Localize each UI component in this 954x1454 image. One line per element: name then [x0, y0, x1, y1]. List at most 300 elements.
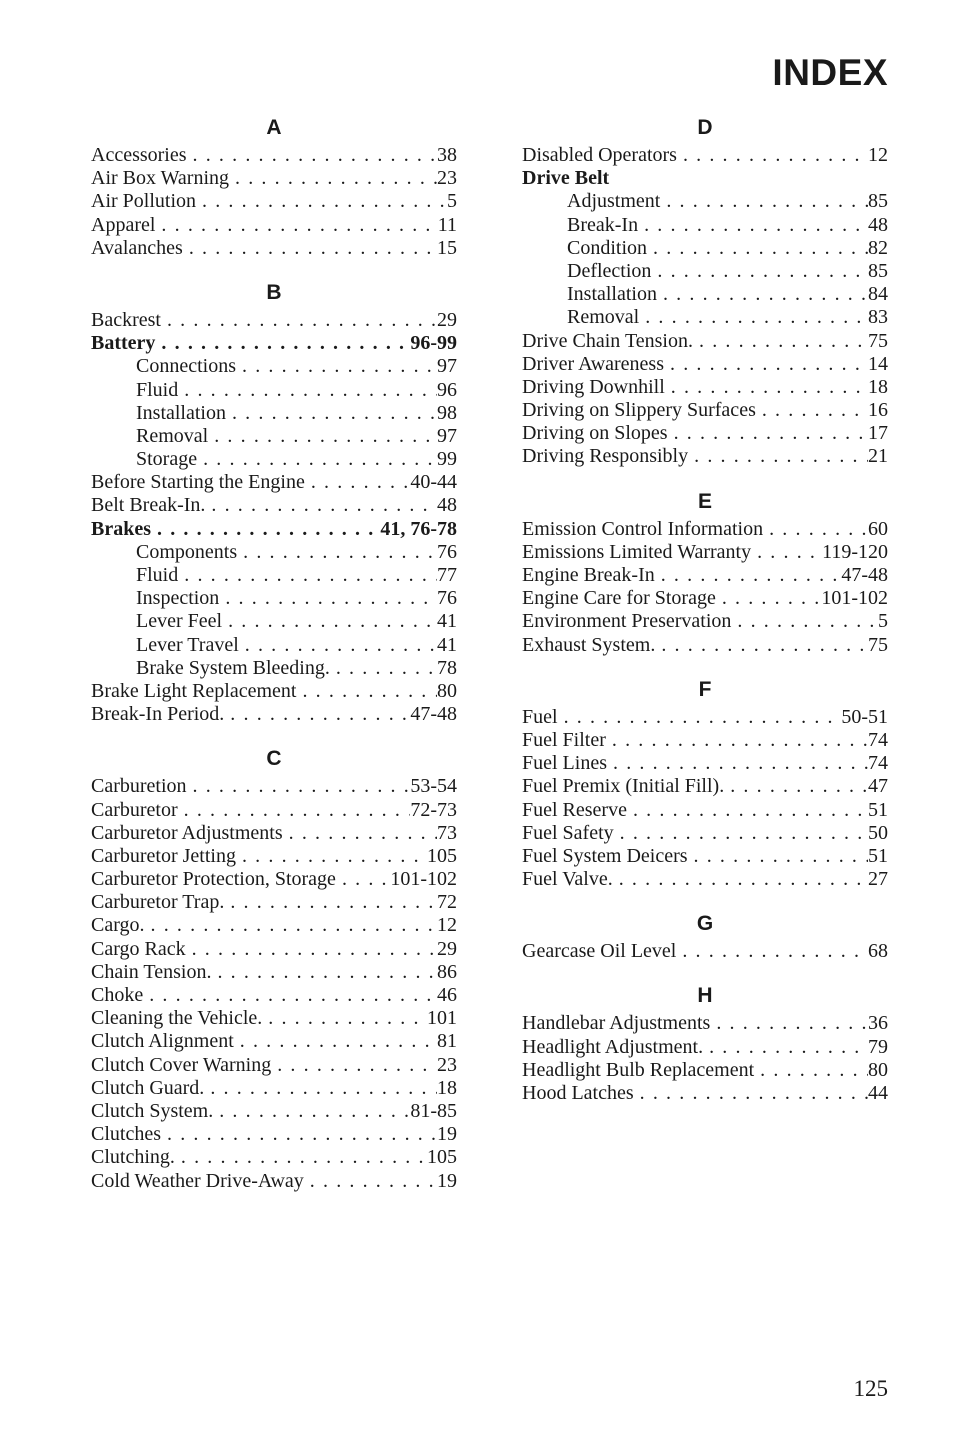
dot-leader — [647, 237, 868, 260]
index-page-ref: 14 — [868, 352, 888, 375]
dot-leader — [751, 541, 822, 564]
index-entry — [91, 822, 457, 845]
index-term: Avalanches — [91, 236, 183, 259]
index-subentry — [91, 541, 457, 564]
index-page-ref: 53-54 — [410, 775, 457, 798]
index-page-ref: 77 — [437, 564, 457, 586]
index-page-ref: 97 — [437, 355, 457, 378]
index-entry — [91, 799, 457, 822]
index-page-ref: 99 — [437, 448, 457, 471]
section-letter: C — [266, 747, 282, 771]
index-page-ref: 17 — [868, 422, 888, 445]
section-letter: D — [697, 116, 713, 139]
index-entry — [522, 376, 888, 399]
index-entry — [91, 891, 457, 914]
index-entry — [91, 984, 457, 1007]
index-term: Installation — [567, 283, 657, 306]
index-column-left — [91, 112, 457, 1210]
index-term: Cold Weather Drive-Away — [91, 1169, 304, 1192]
index-subentry — [91, 448, 457, 471]
index-page-ref: 11 — [437, 213, 457, 236]
index-page-ref: 81-85 — [410, 1099, 457, 1122]
dot-leader — [657, 283, 868, 306]
index-term: Fuel Valve. — [522, 868, 613, 891]
index-entry — [91, 680, 457, 703]
index-page-ref: 19 — [437, 1169, 457, 1192]
dot-leader — [330, 657, 437, 680]
index-page-ref: 50 — [868, 821, 888, 844]
index-page-ref: 18 — [868, 375, 888, 398]
index-page-ref: 101 — [427, 1007, 457, 1030]
index-page-ref: 101-102 — [821, 587, 888, 610]
index-entry — [522, 587, 888, 610]
index-entry — [522, 822, 888, 845]
index-entry — [522, 353, 888, 376]
index-term: Cargo Rack — [91, 937, 186, 960]
index-term: Clutch Alignment — [91, 1030, 234, 1053]
index-page-ref: 23 — [437, 167, 457, 190]
index-term: Air Pollution — [91, 190, 197, 213]
dot-leader — [186, 938, 437, 961]
index-subentry — [91, 587, 457, 610]
dot-leader — [693, 330, 868, 353]
index-page-ref: 76 — [437, 587, 457, 610]
index-page-ref: 41, 76-78 — [380, 517, 457, 540]
index-term: Driver Awareness — [522, 352, 665, 375]
index-term: Clutching. — [91, 1146, 175, 1169]
dot-leader — [229, 167, 437, 190]
index-page-ref: 29 — [437, 308, 457, 331]
index-term: Clutches — [91, 1123, 161, 1146]
dot-leader — [219, 587, 437, 610]
index-term: Accessories — [91, 144, 187, 166]
page-title: INDEX — [772, 52, 888, 93]
index-page-ref: 97 — [437, 424, 457, 447]
index-entry — [91, 494, 457, 517]
dot-leader — [607, 752, 868, 775]
dot-leader — [178, 379, 437, 402]
dot-leader — [178, 564, 437, 587]
index-page-ref: 21 — [868, 445, 888, 468]
dot-leader — [143, 984, 437, 1007]
index-entry — [91, 1170, 457, 1193]
index-term: Brake System Bleeding. — [136, 656, 330, 679]
index-page-ref: 85 — [868, 259, 888, 282]
dot-leader — [688, 845, 868, 868]
index-page-ref: 105 — [427, 1146, 457, 1169]
index-term: Clutch System. — [91, 1099, 214, 1122]
index-term: Driving Downhill — [522, 375, 665, 398]
index-page-ref: 23 — [437, 1053, 457, 1076]
dot-leader — [236, 355, 437, 378]
dot-leader — [677, 144, 868, 167]
index-entry — [522, 799, 888, 822]
index-entry — [522, 634, 888, 657]
index-section — [91, 775, 457, 1192]
dot-leader — [222, 610, 437, 633]
index-section — [522, 144, 888, 469]
index-page-ref: 98 — [437, 401, 457, 424]
index-term: Carburetor — [91, 798, 178, 821]
index-term: Fluid — [136, 378, 179, 401]
index-term: Clutch Cover Warning — [91, 1053, 272, 1076]
index-term: Emissions Limited Warranty — [522, 540, 752, 563]
dot-leader — [336, 868, 390, 891]
index-page-ref: 15 — [437, 236, 457, 259]
index-entry — [91, 190, 457, 213]
dot-leader — [271, 1054, 437, 1077]
dot-leader — [197, 448, 437, 471]
index-entry — [91, 214, 457, 237]
dot-leader — [606, 729, 868, 752]
dot-leader — [155, 332, 410, 355]
section-letter: E — [697, 489, 712, 513]
index-entry — [91, 167, 457, 190]
index-term: Drive Belt — [522, 167, 610, 190]
index-entry — [522, 518, 888, 541]
index-term: Engine Care for Storage — [522, 587, 716, 610]
index-page-ref: 12 — [437, 914, 457, 937]
index-term: Connections — [136, 355, 236, 378]
index-section — [522, 1012, 888, 1105]
index-page-ref: 51 — [868, 844, 888, 867]
index-page-ref: 80 — [868, 1058, 888, 1081]
index-term: Carburetor Trap. — [91, 891, 225, 914]
index-subentry — [91, 564, 457, 587]
index-page-ref: 60 — [868, 517, 888, 540]
dot-leader — [226, 402, 437, 425]
index-page-ref: 16 — [868, 399, 888, 422]
index-page-ref: 41 — [437, 610, 457, 633]
index-entry — [91, 845, 457, 868]
index-term: Choke — [91, 984, 144, 1006]
index-page-ref: 72 — [437, 891, 457, 914]
index-page-ref: 83 — [868, 306, 888, 329]
index-entry — [522, 752, 888, 775]
index-page-ref: 5 — [447, 190, 457, 213]
index-subentry — [522, 306, 888, 329]
index-column-right — [522, 112, 888, 1122]
dot-leader — [262, 1007, 427, 1030]
dot-leader — [224, 703, 410, 726]
dot-leader — [239, 634, 437, 657]
dot-leader — [155, 214, 437, 237]
index-term: Lever Feel — [136, 610, 223, 633]
index-section — [91, 144, 457, 260]
index-entry — [91, 1100, 457, 1123]
index-subentry — [91, 657, 457, 680]
index-page-ref: 75 — [868, 329, 888, 352]
index-term: Gearcase Oil Level — [522, 940, 677, 963]
index-page-ref: 96 — [437, 378, 457, 401]
index-term: Break-In — [567, 213, 639, 236]
index-entry — [91, 961, 457, 984]
dot-leader — [664, 353, 868, 376]
index-page-ref: 101-102 — [390, 868, 457, 891]
index-page-ref: 29 — [437, 937, 457, 960]
dot-leader — [613, 868, 868, 891]
index-entry — [522, 399, 888, 422]
index-page-ref: 82 — [868, 236, 888, 259]
index-page-ref: 27 — [868, 868, 888, 891]
index-page-ref: 5 — [878, 610, 888, 633]
index-entry — [91, 938, 457, 961]
index-term: Lever Travel — [136, 633, 239, 656]
index-term: Brakes — [91, 517, 151, 540]
index-entry — [91, 237, 457, 260]
index-page-ref: 41 — [437, 633, 457, 656]
index-subentry — [91, 355, 457, 378]
index-term: Apparel — [91, 213, 156, 236]
index-entry — [522, 1082, 888, 1105]
index-entry — [91, 471, 457, 494]
index-subentry — [522, 260, 888, 283]
index-page-ref: 73 — [437, 821, 457, 844]
index-page-ref: 105 — [427, 844, 457, 867]
index-subentry — [522, 237, 888, 260]
dot-leader — [305, 471, 411, 494]
index-entry — [522, 706, 888, 729]
index-entry — [91, 332, 457, 355]
index-term: Deflection — [567, 259, 652, 282]
index-page-ref: 76 — [437, 540, 457, 563]
index-subentry — [91, 402, 457, 425]
index-term: Condition — [567, 236, 648, 259]
index-entry — [91, 1030, 457, 1053]
dot-leader — [710, 1012, 868, 1035]
dot-leader — [224, 891, 437, 914]
index-term: Driving on Slopes — [522, 422, 668, 445]
index-entry — [522, 541, 888, 564]
dot-leader — [639, 306, 868, 329]
dot-leader — [161, 309, 437, 332]
index-section — [522, 706, 888, 892]
index-page-ref: 36 — [868, 1012, 888, 1035]
index-term: Headlight Bulb Replacement — [522, 1058, 755, 1081]
index-page-ref: 19 — [437, 1123, 457, 1146]
dot-leader — [205, 494, 437, 517]
index-page-ref: 75 — [868, 633, 888, 656]
index-term: Driving Responsibly — [522, 445, 689, 468]
index-entry — [91, 1054, 457, 1077]
dot-leader — [634, 1082, 868, 1105]
section-letter: H — [697, 984, 713, 1008]
index-page-ref: 12 — [868, 144, 888, 166]
index-page-ref: 78 — [437, 656, 457, 679]
index-entry — [522, 729, 888, 752]
index-term: Carburetor Jetting — [91, 844, 236, 867]
index-entry — [522, 610, 888, 633]
dot-leader — [731, 610, 878, 633]
index-entry — [91, 1007, 457, 1030]
index-page-ref: 50-51 — [841, 705, 888, 728]
index-page-ref: 40-44 — [410, 471, 457, 494]
index-term: Fuel Safety — [522, 821, 614, 844]
dot-leader — [187, 144, 437, 167]
dot-leader — [151, 518, 380, 541]
dot-leader — [660, 190, 868, 213]
index-page-ref: 68 — [868, 940, 888, 963]
dot-leader — [558, 706, 842, 729]
dot-leader — [688, 445, 868, 468]
dot-leader — [627, 799, 868, 822]
index-entry — [91, 1123, 457, 1146]
index-term: Carburetion — [91, 775, 187, 798]
index-term: Fuel System Deicers — [522, 844, 688, 867]
index-term: Carburetor Adjustments — [91, 821, 283, 844]
index-term: Air Box Warning — [91, 167, 230, 190]
index-page-ref: 96-99 — [410, 332, 457, 355]
index-term: Fuel Reserve — [522, 798, 627, 821]
index-term: Fuel Filter — [522, 728, 606, 751]
index-term: Battery — [91, 332, 156, 355]
dot-leader — [763, 518, 868, 541]
dot-leader — [756, 399, 868, 422]
dot-leader — [208, 425, 437, 448]
index-entry — [522, 868, 888, 891]
dot-leader — [665, 376, 868, 399]
index-term: Before Starting the Engine — [91, 471, 305, 494]
index-entry — [522, 564, 888, 587]
index-page-ref: 119-120 — [822, 540, 888, 563]
dot-leader — [703, 1036, 868, 1059]
index-entry — [522, 1036, 888, 1059]
index-subentry — [91, 610, 457, 633]
dot-leader — [236, 845, 427, 868]
index-term: Headlight Adjustment. — [522, 1035, 704, 1058]
index-term: Inspection — [136, 587, 220, 610]
section-letter: A — [266, 116, 282, 139]
section-letter: G — [696, 912, 714, 936]
index-entry — [91, 775, 457, 798]
index-term: Emission Control Information — [522, 517, 764, 540]
index-term: Disabled Operators — [522, 144, 677, 166]
index-term: Handlebar Adjustments — [522, 1012, 711, 1035]
index-page-ref: 84 — [868, 283, 888, 306]
index-entry — [91, 914, 457, 937]
dot-leader — [651, 260, 868, 283]
index-term: Installation — [136, 401, 226, 424]
section-letter: B — [266, 280, 282, 304]
dot-leader — [655, 564, 842, 587]
index-page-ref: 80 — [437, 679, 457, 702]
index-term: Cleaning the Vehicle. — [91, 1007, 263, 1030]
index-section — [522, 518, 888, 657]
dot-leader — [614, 822, 868, 845]
index-entry — [522, 1012, 888, 1035]
dot-leader — [204, 1077, 437, 1100]
index-page-ref: 47 — [868, 775, 888, 798]
index-page-ref: 18 — [437, 1076, 457, 1099]
dot-leader — [178, 799, 411, 822]
index-term: Carburetor Protection, Storage — [91, 868, 336, 891]
index-term: Backrest — [91, 308, 161, 331]
index-page-ref: 46 — [437, 984, 457, 1006]
index-entry — [91, 868, 457, 891]
index-page-ref: 74 — [868, 752, 888, 775]
index-page-ref: 74 — [868, 728, 888, 751]
index-entry — [522, 845, 888, 868]
index-term: Drive Chain Tension. — [522, 329, 693, 352]
dot-leader — [161, 1123, 437, 1146]
index-subentry — [522, 214, 888, 237]
index-entry — [91, 309, 457, 332]
index-entry — [522, 167, 888, 190]
index-subentry — [91, 379, 457, 402]
index-term: Fuel Lines — [522, 752, 607, 775]
index-entry — [91, 1146, 457, 1169]
index-term: Removal — [567, 306, 640, 329]
index-term: Engine Break-In — [522, 564, 655, 586]
index-page-ref: 72-73 — [410, 798, 457, 821]
dot-leader — [234, 1030, 437, 1053]
index-page-ref: 48 — [437, 494, 457, 517]
index-subentry — [522, 283, 888, 306]
index-term: Hood Latches — [522, 1082, 634, 1104]
index-page-ref: 79 — [868, 1035, 888, 1058]
index-page-ref: 85 — [868, 190, 888, 213]
index-term: Clutch Guard. — [91, 1076, 205, 1099]
index-term: Driving on Slippery Surfaces — [522, 399, 756, 422]
index-page-ref: 47-48 — [410, 703, 457, 726]
index-term: Components — [136, 540, 238, 563]
dot-leader — [638, 214, 868, 237]
index-term: Fluid — [136, 564, 179, 586]
dot-leader — [237, 541, 437, 564]
index-entry — [522, 330, 888, 353]
index-term: Brake Light Replacement — [91, 679, 297, 702]
index-entry — [91, 518, 457, 541]
dot-leader — [175, 1146, 427, 1169]
index-entry — [522, 1059, 888, 1082]
index-page-ref: 48 — [868, 213, 888, 236]
dot-leader — [668, 422, 868, 445]
dot-leader — [716, 587, 822, 610]
dot-leader — [187, 775, 411, 798]
index-term: Chain Tension. — [91, 960, 212, 983]
index-section — [91, 309, 457, 726]
index-term: Storage — [136, 448, 198, 471]
section-letter: F — [698, 677, 712, 701]
index-term: Adjustment — [567, 190, 661, 213]
index-term: Fuel — [522, 705, 558, 728]
index-entry — [91, 144, 457, 167]
dot-leader — [213, 1100, 410, 1123]
index-subentry — [522, 190, 888, 213]
index-term: Exhaust System. — [522, 633, 656, 656]
index-entry — [522, 445, 888, 468]
dot-leader — [655, 634, 868, 657]
dot-leader — [283, 822, 437, 845]
index-term: Removal — [136, 424, 209, 447]
index-page-ref: 86 — [437, 960, 457, 983]
index-entry — [91, 1077, 457, 1100]
index-page-ref: 38 — [437, 144, 457, 166]
index-page-ref: 47-48 — [841, 564, 888, 586]
index-term: Fuel Premix (Initial Fill). — [522, 775, 725, 798]
index-entry — [522, 144, 888, 167]
index-section — [522, 940, 888, 963]
page-number: 125 — [853, 1376, 888, 1401]
index-page-ref: 81 — [437, 1030, 457, 1053]
index-entry — [91, 703, 457, 726]
dot-leader — [304, 1170, 437, 1193]
index-term: Environment Preservation — [522, 610, 732, 633]
dot-leader — [145, 914, 437, 937]
index-subentry — [91, 634, 457, 657]
index-entry — [522, 940, 888, 963]
dot-leader — [296, 680, 437, 703]
